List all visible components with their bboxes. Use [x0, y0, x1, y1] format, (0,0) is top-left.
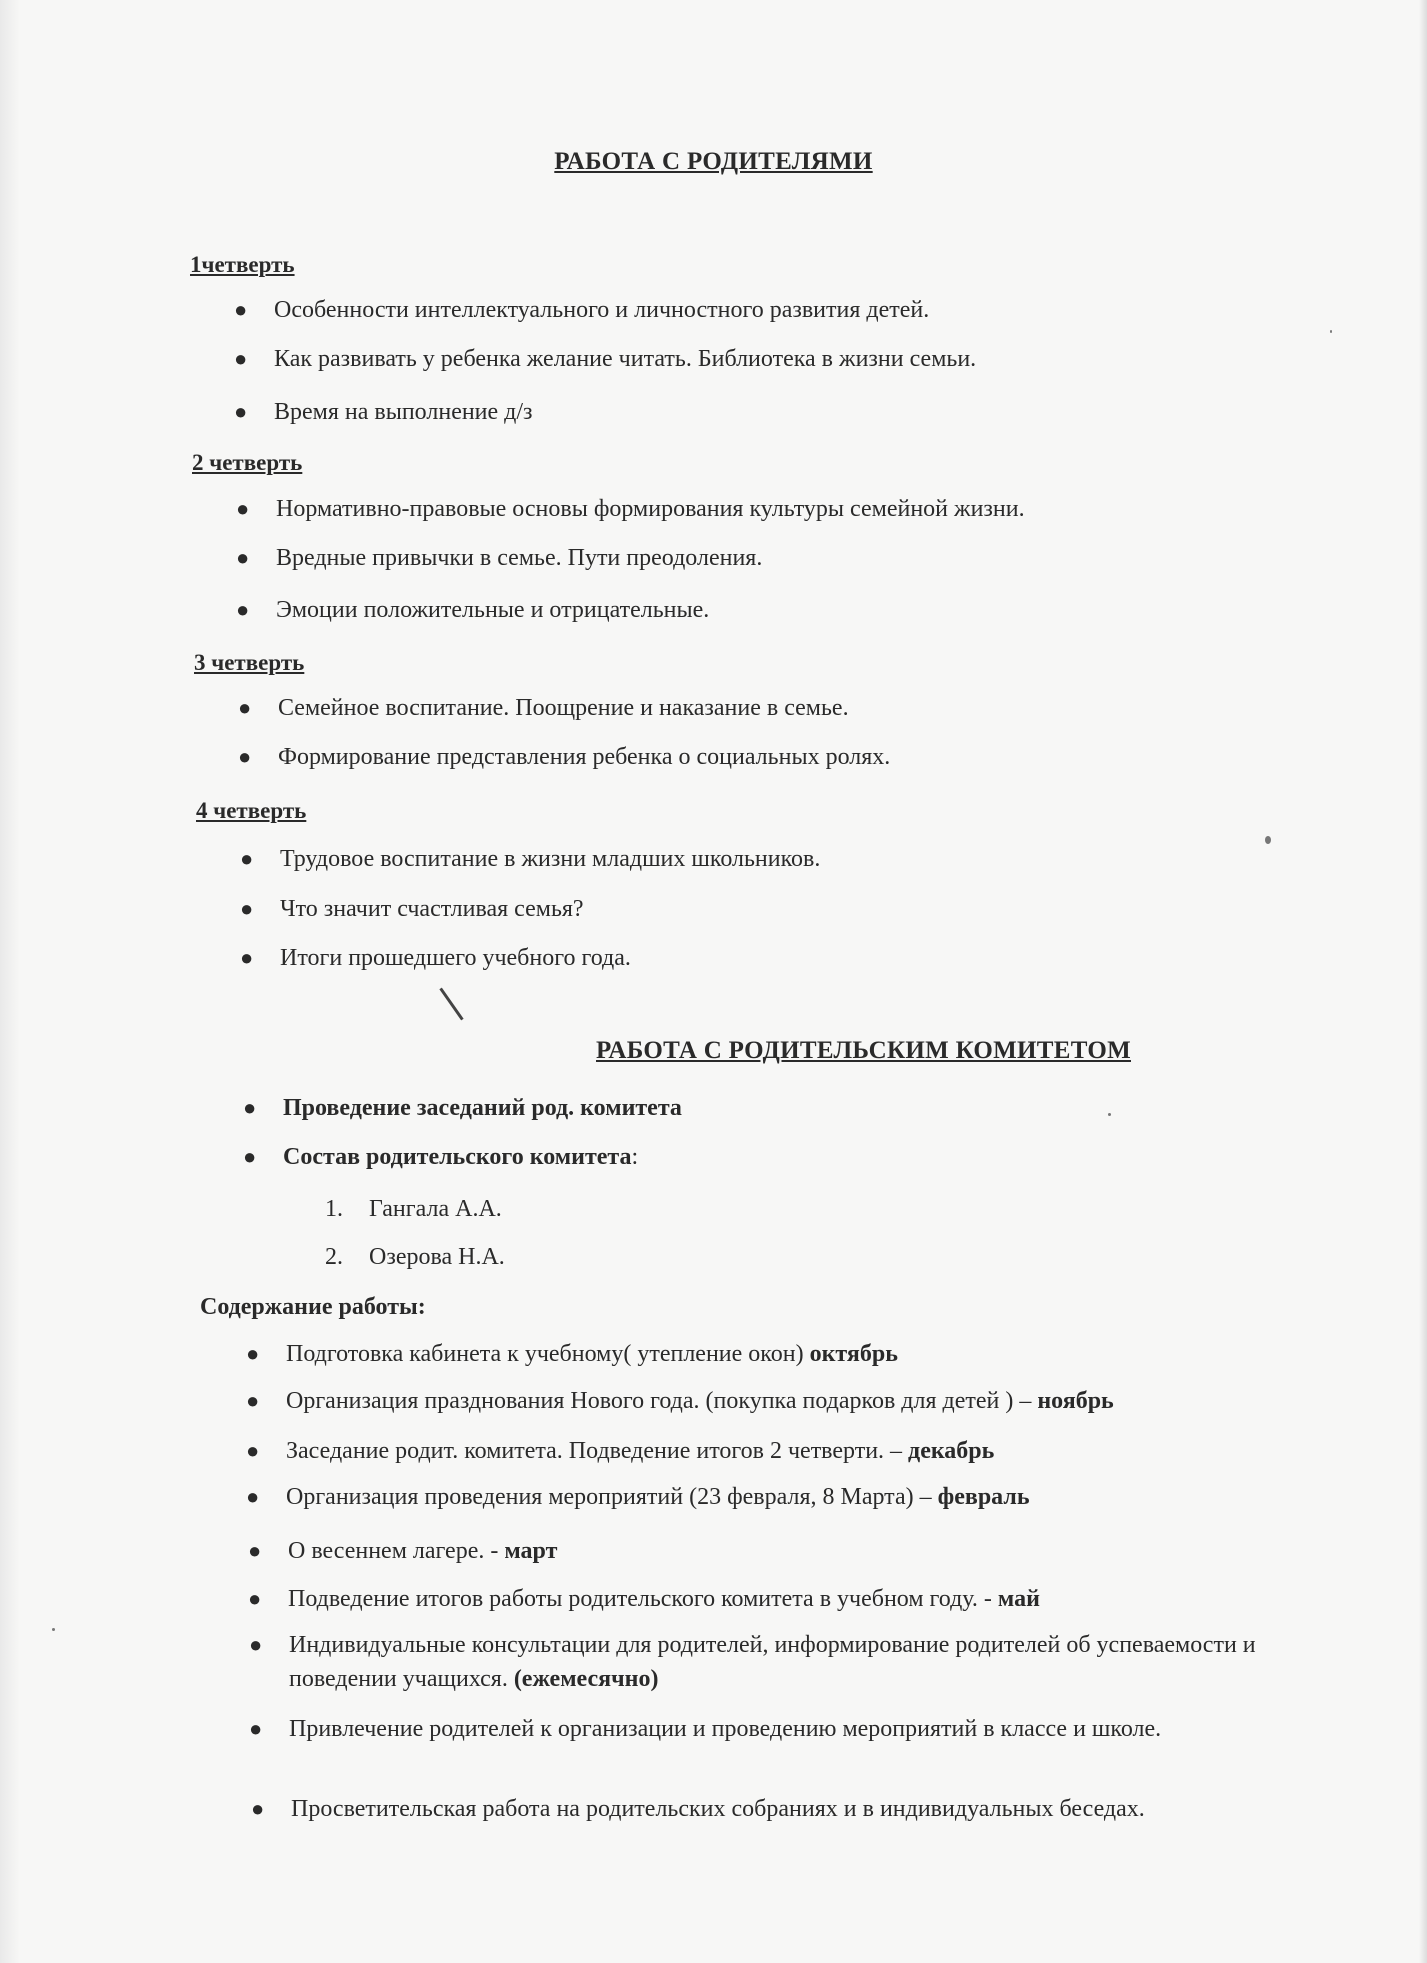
bullet-icon: ● — [240, 896, 254, 921]
bullet-icon: ● — [246, 1484, 260, 1509]
task-item: ● Организация празднования Нового года. (покупка подарков для детей ) – ноябрь — [286, 1384, 1114, 1418]
task-item: ● Индивидуальные консультации для родителей, информирование родителей об успеваемости и поведении учащихся. (ежемесячно) — [289, 1628, 1279, 1696]
scan-speck — [1265, 836, 1271, 844]
list-item: ● Семейное воспитание. Поощрение и наказание в семье. — [278, 691, 849, 725]
scan-speck — [1108, 1113, 1111, 1116]
list-item: ● Как развивать у ребенка желание читать. Библиотека в жизни семьи. — [274, 342, 976, 376]
pen-mark — [439, 988, 463, 1021]
list-item: ● Итоги прошедшего учебного года. — [280, 941, 631, 975]
bullet-icon: ● — [236, 545, 250, 570]
list-item: ● Особенности интеллектуального и личностного развития детей. — [274, 293, 929, 327]
list-item: ● Вредные привычки в семье. Пути преодоления. — [276, 541, 762, 575]
member-item: 2. Озерова Н.А. — [325, 1244, 505, 1270]
scan-speck — [52, 1628, 55, 1631]
bullet-icon: ● — [238, 744, 252, 769]
quarter-2-heading: 2 четверть — [192, 450, 303, 475]
scan-edge-left — [0, 0, 20, 1963]
quarter-1-heading: 1четверть — [190, 252, 295, 277]
task-item: ● Просветительская работа на родительских собраниях и в индивидуальных беседах. — [291, 1792, 1145, 1826]
bullet-icon: ● — [240, 846, 254, 871]
member-item: 1. Гангала А.А. — [325, 1196, 502, 1222]
bullet-icon: ● — [238, 695, 252, 720]
list-item: ● Нормативно-правовые основы формирования культуры семейной жизни. — [276, 492, 1025, 526]
bullet-icon: ● — [249, 1632, 263, 1657]
bullet-icon: ● — [246, 1341, 260, 1366]
bullet-icon: ● — [246, 1438, 260, 1463]
list-item: ● Состав родительского комитета: — [283, 1140, 638, 1174]
scan-speck — [1330, 330, 1332, 333]
bullet-icon: ● — [248, 1586, 262, 1611]
list-item: ● Проведение заседаний род. комитета — [283, 1091, 682, 1125]
quarter-4-heading: 4 четверть — [196, 798, 307, 823]
bullet-icon: ● — [243, 1095, 257, 1120]
bullet-icon: ● — [236, 597, 250, 622]
bullet-icon: ● — [240, 945, 254, 970]
task-item: ● Привлечение родителей к организации и проведению мероприятий в классе и школе. — [289, 1712, 1269, 1746]
bullet-icon: ● — [234, 399, 248, 424]
content-heading: Содержание работы: — [200, 1294, 426, 1320]
list-item: ● Время на выполнение д/з — [274, 395, 533, 429]
list-item: ● Трудовое воспитание в жизни младших школьников. — [280, 842, 820, 876]
bullet-icon: ● — [249, 1716, 263, 1741]
bullet-icon: ● — [236, 496, 250, 521]
title-committee: РАБОТА С РОДИТЕЛЬСКИМ КОМИТЕТОМ — [596, 1037, 1131, 1064]
task-item: ● Подведение итогов работы родительского комитета в учебном году. - май — [288, 1582, 1040, 1616]
list-item: ● Эмоции положительные и отрицательные. — [276, 593, 709, 627]
list-item: ● Формирование представления ребенка о социальных ролях. — [278, 740, 890, 774]
bullet-icon: ● — [248, 1538, 262, 1563]
list-item: ● Что значит счастливая семья? — [280, 892, 584, 926]
task-item: ● Подготовка кабинета к учебному( утепление окон) октябрь — [286, 1337, 898, 1371]
bullet-icon: ● — [246, 1388, 260, 1413]
task-item: ● Организация проведения мероприятий (23 февраля, 8 Марта) – февраль — [286, 1480, 1030, 1514]
bullet-icon: ● — [234, 297, 248, 322]
task-item: ● О весеннем лагере. - март — [288, 1534, 557, 1568]
bullet-icon: ● — [234, 346, 248, 371]
task-item: ● Заседание родит. комитета. Подведение итогов 2 четверти. – декабрь — [286, 1434, 994, 1468]
quarter-3-heading: 3 четверть — [194, 650, 305, 675]
scan-edge-right — [1419, 0, 1427, 1963]
bullet-icon: ● — [243, 1144, 257, 1169]
title-parents: РАБОТА С РОДИТЕЛЯМИ — [554, 148, 873, 175]
bullet-icon: ● — [251, 1796, 265, 1821]
